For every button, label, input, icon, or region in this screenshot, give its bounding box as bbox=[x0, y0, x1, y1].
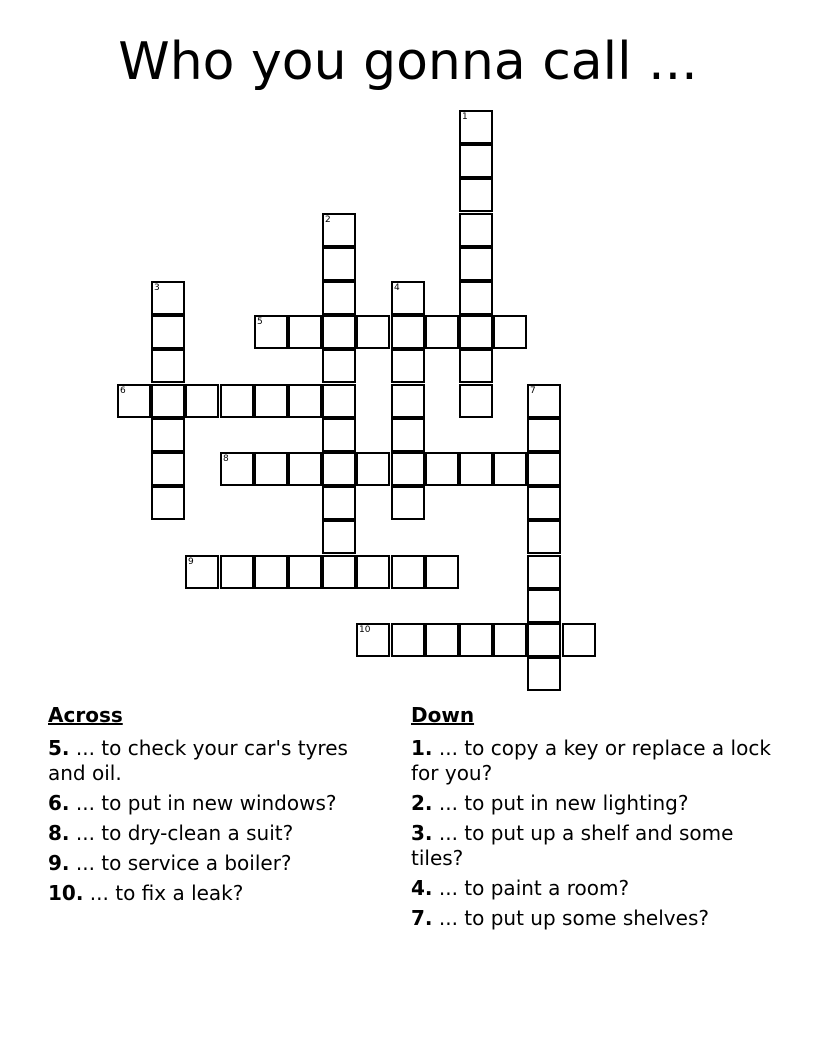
grid-cell[interactable] bbox=[459, 452, 493, 486]
grid-cell[interactable] bbox=[151, 384, 185, 418]
grid-cell[interactable] bbox=[527, 589, 561, 623]
grid-cell[interactable] bbox=[391, 349, 425, 383]
grid-cell[interactable] bbox=[391, 555, 425, 589]
grid-cell[interactable] bbox=[459, 247, 493, 281]
clue-number: 9 bbox=[188, 557, 194, 567]
grid-cell[interactable] bbox=[322, 247, 356, 281]
grid-cell[interactable] bbox=[254, 555, 288, 589]
grid-cell[interactable] bbox=[391, 418, 425, 452]
clue-across-8: 8. ... to dry-clean a suit? bbox=[48, 821, 294, 845]
across-heading: Across bbox=[48, 703, 123, 727]
grid-cell[interactable] bbox=[322, 418, 356, 452]
grid-cell[interactable] bbox=[288, 452, 322, 486]
clue-number: 5 bbox=[257, 317, 263, 327]
grid-cell[interactable] bbox=[356, 452, 390, 486]
grid-cell[interactable] bbox=[493, 315, 527, 349]
clue-down-3: 3. ... to put up a shelf and some tiles? bbox=[411, 821, 734, 870]
grid-cell[interactable] bbox=[151, 349, 185, 383]
clue-number: 8 bbox=[223, 454, 229, 464]
grid-cell[interactable] bbox=[493, 452, 527, 486]
grid-cell[interactable] bbox=[220, 555, 254, 589]
clue-across-5: 5. ... to check your car's tyres and oil. bbox=[48, 736, 348, 785]
clue-down-4: 4. ... to paint a room? bbox=[411, 876, 630, 900]
clue-number: 4 bbox=[394, 283, 400, 293]
grid-cell[interactable] bbox=[527, 486, 561, 520]
grid-cell[interactable] bbox=[493, 623, 527, 657]
down-heading: Down bbox=[411, 703, 475, 727]
clue-number: 3 bbox=[154, 283, 160, 293]
grid-cell[interactable] bbox=[185, 555, 219, 589]
grid-cell[interactable] bbox=[459, 178, 493, 212]
grid-cell[interactable] bbox=[254, 384, 288, 418]
grid-cell[interactable] bbox=[459, 144, 493, 178]
grid-cell[interactable] bbox=[356, 315, 390, 349]
clue-across-10: 10. ... to fix a leak? bbox=[48, 881, 244, 905]
grid-cell[interactable] bbox=[322, 349, 356, 383]
grid-cell[interactable] bbox=[356, 623, 390, 657]
grid-cell[interactable] bbox=[459, 110, 493, 144]
grid-cell[interactable] bbox=[322, 213, 356, 247]
grid-cell[interactable] bbox=[322, 520, 356, 554]
grid-cell[interactable] bbox=[322, 315, 356, 349]
grid-cell[interactable] bbox=[527, 623, 561, 657]
grid-cell[interactable] bbox=[322, 281, 356, 315]
grid-cell[interactable] bbox=[151, 418, 185, 452]
grid-cell[interactable] bbox=[527, 555, 561, 589]
clue-across-9: 9. ... to service a boiler? bbox=[48, 851, 292, 875]
grid-cell[interactable] bbox=[151, 315, 185, 349]
grid-cell[interactable] bbox=[391, 452, 425, 486]
puzzle-title: Who you gonna call ... bbox=[118, 32, 698, 92]
grid-cell[interactable] bbox=[391, 486, 425, 520]
grid-cell[interactable] bbox=[288, 555, 322, 589]
grid-cell[interactable] bbox=[391, 315, 425, 349]
clue-number: 7 bbox=[530, 386, 536, 396]
grid-cell[interactable] bbox=[459, 213, 493, 247]
down-clues bbox=[411, 700, 771, 936]
grid-cell[interactable] bbox=[459, 349, 493, 383]
grid-cell[interactable] bbox=[459, 384, 493, 418]
grid-cell[interactable] bbox=[459, 315, 493, 349]
grid-cell[interactable] bbox=[288, 315, 322, 349]
grid-cell[interactable] bbox=[562, 623, 596, 657]
grid-cell[interactable] bbox=[527, 520, 561, 554]
grid-cell[interactable] bbox=[322, 452, 356, 486]
grid-cell[interactable] bbox=[220, 384, 254, 418]
across-clues bbox=[48, 700, 378, 911]
grid-cell[interactable] bbox=[459, 281, 493, 315]
grid-cell[interactable] bbox=[356, 555, 390, 589]
grid-cell[interactable] bbox=[391, 281, 425, 315]
clue-down-1: 1. ... to copy a key or replace a lock for you? bbox=[411, 736, 771, 785]
grid-cell[interactable] bbox=[322, 555, 356, 589]
grid-cell[interactable] bbox=[425, 623, 459, 657]
grid-cell[interactable] bbox=[117, 384, 151, 418]
grid-cell[interactable] bbox=[425, 315, 459, 349]
grid-cell[interactable] bbox=[425, 555, 459, 589]
clue-number: 1 bbox=[462, 112, 468, 122]
clue-down-2: 2. ... to put in new lighting? bbox=[411, 791, 689, 815]
grid-cell[interactable] bbox=[151, 452, 185, 486]
clue-down-7: 7. ... to put up some shelves? bbox=[411, 906, 709, 930]
grid-cell[interactable] bbox=[220, 452, 254, 486]
grid-cell[interactable] bbox=[254, 315, 288, 349]
clue-number: 6 bbox=[120, 386, 126, 396]
grid-cell[interactable] bbox=[322, 384, 356, 418]
clue-number: 10 bbox=[359, 625, 371, 635]
grid-cell[interactable] bbox=[151, 281, 185, 315]
grid-cell[interactable] bbox=[254, 452, 288, 486]
grid-cell[interactable] bbox=[527, 452, 561, 486]
grid-cell[interactable] bbox=[425, 452, 459, 486]
grid-cell[interactable] bbox=[527, 657, 561, 691]
grid-cell[interactable] bbox=[527, 418, 561, 452]
clue-across-6: 6. ... to put in new windows? bbox=[48, 791, 337, 815]
clue-number: 2 bbox=[325, 215, 331, 225]
grid-cell[interactable] bbox=[185, 384, 219, 418]
grid-cell[interactable] bbox=[527, 384, 561, 418]
grid-cell[interactable] bbox=[151, 486, 185, 520]
grid-cell[interactable] bbox=[391, 384, 425, 418]
grid-cell[interactable] bbox=[288, 384, 322, 418]
grid-cell[interactable] bbox=[391, 623, 425, 657]
grid-cell[interactable] bbox=[459, 623, 493, 657]
grid-cell[interactable] bbox=[322, 486, 356, 520]
